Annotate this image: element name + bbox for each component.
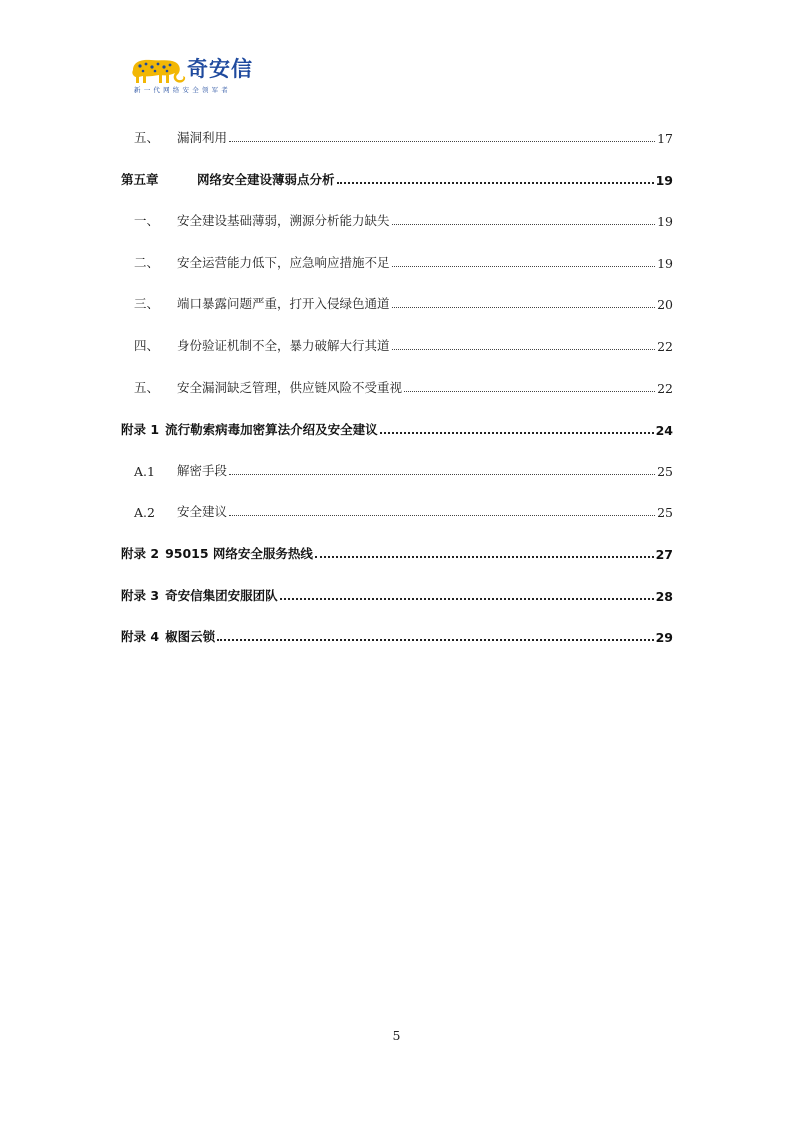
toc-entry-title: 安全漏洞缺乏管理，供应链风险不受重视 bbox=[177, 380, 403, 395]
toc-dot-leader bbox=[392, 224, 656, 225]
toc-entry[interactable] bbox=[121, 292, 673, 312]
toc-entry-number: 五、 bbox=[134, 380, 160, 395]
toc-entry-page: 24 bbox=[655, 423, 673, 438]
toc-entry-title: 身份验证机制不全，暴力破解大行其道 bbox=[177, 338, 390, 353]
toc-dot-leader bbox=[280, 598, 654, 600]
toc-entry[interactable] bbox=[121, 209, 673, 229]
toc-dot-leader bbox=[315, 556, 654, 558]
toc-dot-leader bbox=[229, 515, 655, 516]
toc-entry-title: 网络安全建设薄弱点分析 bbox=[197, 172, 335, 187]
toc-entry-number: 一、 bbox=[134, 213, 160, 228]
toc-entry-title: 流行勒索病毒加密算法介绍及安全建议 bbox=[165, 422, 378, 437]
toc-entry-title: 安全运营能力低下，应急响应措施不足 bbox=[177, 255, 390, 270]
toc-entry-number: 二、 bbox=[134, 255, 160, 270]
toc-entry[interactable] bbox=[121, 251, 673, 271]
toc-entry[interactable] bbox=[121, 459, 673, 479]
toc-dot-leader bbox=[380, 432, 654, 434]
toc-entry[interactable] bbox=[121, 418, 673, 438]
toc-entry-number: 附录 2 bbox=[121, 546, 160, 561]
logo-name: 奇安信 bbox=[187, 57, 253, 81]
toc-entry-number: 附录 4 bbox=[121, 629, 160, 644]
toc-entry-page: 28 bbox=[655, 589, 673, 604]
toc-entry[interactable] bbox=[121, 500, 673, 520]
toc-entry[interactable] bbox=[121, 542, 673, 562]
toc-entry-title: 解密手段 bbox=[177, 463, 228, 478]
toc-entry-title: 安全建设基础薄弱，溯源分析能力缺失 bbox=[177, 213, 390, 228]
toc-entry-number: 附录 1 bbox=[121, 422, 160, 437]
toc-entry-title: 端口暴露问题严重，打开入侵绿色通道 bbox=[177, 296, 390, 311]
logo-slogan: 新一代网络安全领军者 bbox=[134, 86, 231, 94]
page-number: 5 bbox=[392, 1028, 401, 1043]
toc-entry-number: 三、 bbox=[134, 296, 160, 311]
toc-entry-title: 95015 网络安全服务热线 bbox=[165, 546, 313, 561]
toc-entry-page: 25 bbox=[657, 464, 673, 479]
toc-dot-leader bbox=[392, 266, 656, 267]
toc-entry-page: 27 bbox=[655, 547, 673, 562]
toc-entry[interactable] bbox=[121, 584, 673, 604]
toc-entry-number: A.2 bbox=[134, 505, 155, 520]
toc-entry-page: 17 bbox=[657, 131, 673, 146]
toc-entry-number: 附录 3 bbox=[121, 588, 160, 603]
toc-dot-leader bbox=[392, 349, 656, 350]
toc-dot-leader bbox=[229, 141, 655, 142]
toc-entry-title: 奇安信集团安服团队 bbox=[165, 588, 278, 603]
toc-entry-title: 安全建议 bbox=[177, 504, 228, 519]
toc-entry-page: 20 bbox=[657, 297, 673, 312]
toc-entry-page: 29 bbox=[655, 630, 673, 645]
toc-entry-page: 25 bbox=[657, 505, 673, 520]
toc-dot-leader bbox=[404, 391, 655, 392]
toc-entry-title: 漏洞利用 bbox=[177, 130, 228, 145]
toc-entry[interactable] bbox=[121, 625, 673, 645]
toc-entry-page: 19 bbox=[655, 173, 673, 188]
toc-entry[interactable] bbox=[121, 376, 673, 396]
toc-entry[interactable] bbox=[121, 126, 673, 146]
toc-entry-page: 19 bbox=[657, 256, 673, 271]
toc-entry-page: 22 bbox=[657, 339, 673, 354]
company-logo bbox=[131, 54, 271, 96]
toc-entry-page: 22 bbox=[657, 381, 673, 396]
toc-entry[interactable] bbox=[121, 168, 673, 188]
toc-entry-title: 椒图云锁 bbox=[165, 629, 216, 644]
toc-entry-number: 第五章 bbox=[121, 172, 159, 187]
toc-dot-leader bbox=[217, 639, 654, 641]
toc-dot-leader bbox=[392, 307, 656, 308]
qianxin-leopard-logo-icon bbox=[131, 56, 187, 84]
toc-entry-page: 19 bbox=[657, 214, 673, 229]
toc-entry-number: 五、 bbox=[134, 130, 160, 145]
toc-dot-leader bbox=[337, 182, 654, 184]
toc-entry[interactable] bbox=[121, 334, 673, 354]
toc-entry-number: A.1 bbox=[134, 464, 155, 479]
toc-entry-number: 四、 bbox=[134, 338, 160, 353]
toc-dot-leader bbox=[229, 474, 655, 475]
